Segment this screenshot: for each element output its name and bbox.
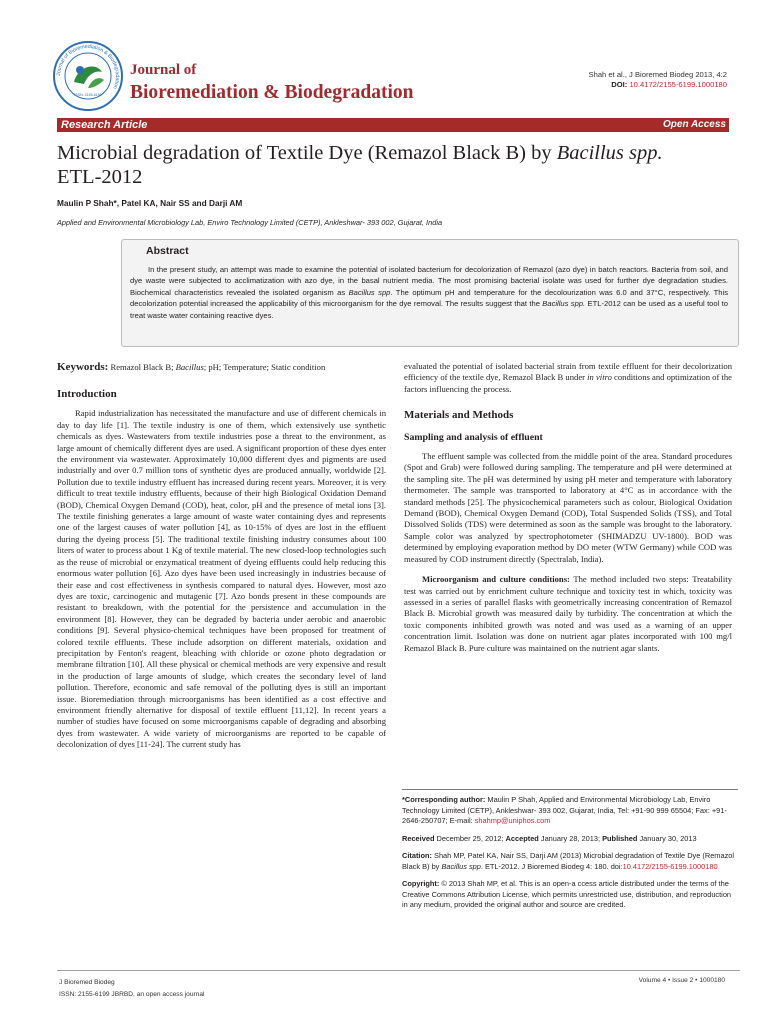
right-column — [404, 361, 732, 654]
copyright: Copyright: © 2013 Shah MP, et al. This is an open-a ccess article distributed under the terms of the Creative Commons Attribution License, which permits unrestricted use, distribution, and reproduction in any medium, provided the original author and source are credited. — [402, 879, 732, 909]
journal-logo — [52, 40, 124, 112]
abstract-heading: Abstract — [146, 245, 189, 257]
dates: Received December 25, 2012; Accepted January 28, 2013; Published January 30, 2013 — [402, 833, 697, 843]
footer-issn: ISSN: 2155-6199 JBRBD, an open access journal — [59, 991, 205, 998]
email-link[interactable]: shahmp@uniphos.com — [474, 816, 551, 825]
affiliation: Applied and Environmental Microbiology Lab, Enviro Technology Limited (CETP), Ankleshwar- 393 002, Gujarat, India — [57, 218, 443, 227]
article-type-bar — [57, 118, 729, 132]
sampling-paragraph: The effluent sample was collected from the middle point of the area. Standard procedures (Spot and Grab) were followed during sampling. The temperature and pH were determined at the sampling site. The pH was determined by using pH meter and temperature with laboratory thermometer. The sample was transported to laboratory at 4°C as in accordance with the standard methods [25]. The physicochemical parameters such as colour, Biological Oxidation Demand (BOD), Chemical Oxygen Demand (COD), Total Suspended Solids (TSS), and Total Dissolved Solids (TDS) were determined as soon as the sample was brought to the laboratory. Sample color was analyzed by spectrophotometer (SHIMADZU UV-1800). BOD was determined by employing evaporation method by DO meter (WTW Germany) while COD was measured by COD instrument directly (Spectralab, India). — [404, 451, 732, 564]
keywords-label: Keywords: — [57, 361, 109, 373]
title-text: Microbial degradation of Textile Dye (Remazol Black B) by — [57, 142, 557, 164]
research-article-label: Research Article — [61, 119, 148, 131]
citation: Citation: Shah MP, Patel KA, Nair SS, Darji AM (2013) Microbial degradation of Textile Dye (Remazol Black B) by Bacillus spp. ETL-2012. J Bioremed Biodeg 4: 180. doi:10.4172/2155-6199.1000180 — [402, 851, 735, 871]
doi-label: DOI: — [611, 80, 628, 90]
introduction-paragraph: Rapid industrialization has necessitated the manufacture and use of different chemicals in day to day life [1]. The textile industry is one of them, which extensively use synthetic chemicals as dyes. Wastewaters from textile industries pose a threat to the environment, as large amount of chemically different dyes are used. A significant proportion of these dyes enter the environment via wastewater. Approximately 10,000 different dyes and pigments are used industrially and over 0.7 million tons of synthetic dyes are produced annually, worldwide [2]. Pollution due to textile industry effluent has increased during recent years. Moreover, it is very difficult to treat textile industry effluents, because of their high Biological Oxidation Demand (BOD), Chemical Oxygen Demand (COD), heat, color, pH and the presence of metal ions [3]. The textile finishing generates a large amount of waste water containing dyes and represents one of the largest causes of water pollution [4], as 10-15% of dyes are lost in the effluent during the dyeing process [5]. The traditional textile finishing industry consumes about 100 liters of water to process about 1 Kg of textile material. The new closed-loop technologies such as the reuse of microbial or enzymatical treatment of dyeing effluents could help reducing this enormous water pollution [6]. Azo dyes have been used increasingly in industries because of their ease and cost effectiveness in synthesis compared to natural dyes. However, most azo dyes are toxic, carcinogenic and mutagenic [7]. Azo bonds present in these compounds are resistant to breakdown, with the potential for the persistence and accumulation in the environment [8]. However, they can be degraded by bacteria under aerobic and anaerobic conditions [9]. Several physico-chemical techniques have been proposed for treatment of colored textile effluents. These include adsorption on different materials, oxidation and precipitation by Fenton's reagent, bleaching with chloride or ozone photo degradation or membrane filtration [10]. All these physical or chemical methods are very expensive and result in the production of large amounts of sludge, which creates the secondary level of land pollution. Therefore, economic and safe removal of the polluting dyes is still an important issue. Bioremediation through microorganisms has been identified as a cost effective and environment friendly alternative for disposal of textile effluent [11,12]. In recent years a number of studies have focused on some microorganisms capable of degrading and absorbing dyes from wastewater. A wide variety of microorganisms are reported to be capable of decolonization of dyes [11-24]. The current study has — [57, 408, 386, 750]
author-list: Maulin P Shah*, Patel KA, Nair SS and Darji AM — [57, 198, 243, 208]
article-title — [57, 141, 737, 189]
citation-line: Shah et al., J Bioremed Biodeg 2013, 4:2 — [588, 70, 727, 79]
journal-name-line1: Journal of — [130, 62, 197, 78]
title-italic: Bacillus spp. — [556, 142, 663, 164]
abstract-box — [121, 239, 739, 347]
logo-ring-text: Journal of Bioremediation & Biodegradation — [55, 43, 121, 90]
footer-rule — [57, 970, 740, 971]
introduction-heading: Introduction — [57, 388, 117, 400]
left-column — [57, 361, 386, 751]
corresponding-author: *Corresponding author: Maulin P Shah, Applied and Environmental Microbiology Lab, Enviro Technology Limited (CETP), Ankleshwar- 393 002, Gujarat, India, Tel: +91-90 999 65504; Fax: +91-2646-250707; E-mail: shahmp@uniphos.com — [402, 795, 727, 825]
footer-journal — [59, 977, 205, 1001]
journal-name-line2: Bioremediation & Biodegradation — [130, 82, 414, 103]
footer-volume: Volume 4 • Issue 2 • 1000180 — [638, 977, 725, 984]
title-line2: ETL-2012 — [57, 166, 143, 188]
open-access-label: Open Access — [663, 119, 726, 130]
introduction-continued: evaluated the potential of isolated bacterial strain from textile effluent for their decolorization efficiency of the textile dye, Remazol Black B under in vitro conditions and optimization of the factors influencing the process. — [404, 361, 732, 394]
header-citation — [589, 70, 727, 91]
abstract-text: In the present study, an attempt was made to examine the potential of isolated bacterium for decolorization of Remazol (azo dye) in batch reactors. Bacteria from soil, and dye waste were subjected to acclimatization with azo dye, in the basal nutrient media. The most promising bacterial isolate was used for further dye degradation studies. Biochemical characteristics revealed the isolated organism as Bacillus spp. The optimum pH and temperature for the decolourization was 6.0 and 37°C, respectively. This decolorization potential increased the applicability of this microorganism for the dye removal. The results suggest that the Bacillus spp. ETL-2012 can be used as a useful tool to treat waste water containing reactive dyes. — [130, 265, 728, 320]
corresponding-author-box — [402, 789, 738, 918]
culture-paragraph: Microorganism and culture conditions: The method included two steps: Treatability test was carried out by enrichment culture technique and toxicity test in which, toxicity was assessed in a series of parallel flasks with geometrically increasing concentration of Remazol Black B. Microbial growth was measured daily by turbidity. The concentration at which the toxic components inhibited growth was noted and was used as a warning of an upper concentration limit. Isolation was done on nutrient agar plates incorporated with 100 mg/l Remazol Black B. Pure culture was maintained on the nutrient agar slants. — [404, 574, 732, 653]
doi-link[interactable]: 10.4172/2155-6199.1000180 — [629, 80, 727, 90]
keywords: Keywords: Remazol Black B; Bacillus; pH; Temperature; Static condition — [57, 361, 326, 373]
sampling-heading: Sampling and analysis of effluent — [404, 431, 543, 443]
logo-issn: ISSN: 2155-6199 — [74, 93, 102, 97]
materials-methods-heading: Materials and Methods — [404, 409, 514, 422]
footer-journal-abbrev: J Bioremed Biodeg — [59, 979, 115, 986]
citation-doi-link[interactable]: 10.4172/2155-6199.1000180 — [622, 861, 718, 871]
